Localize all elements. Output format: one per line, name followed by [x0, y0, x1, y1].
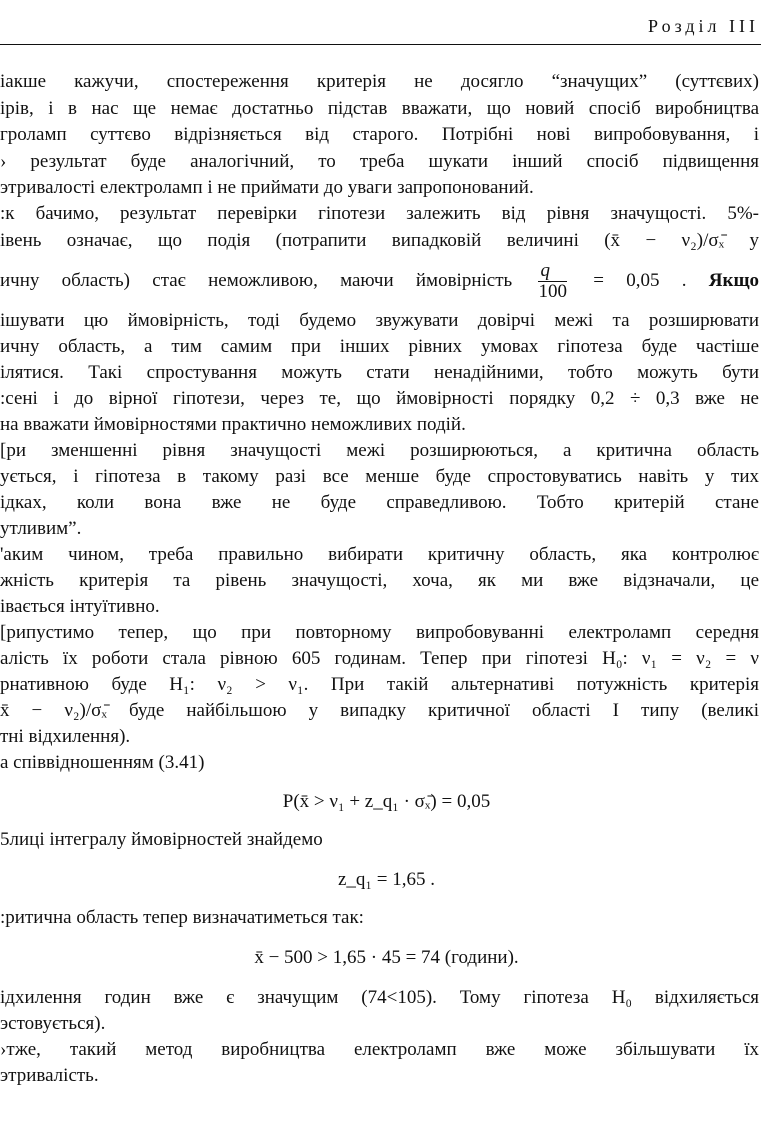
- text-line: жність критерія та рівень значущості, хоча, як ми вже відзначали, це: [0, 570, 759, 591]
- text-line: ичну область, а тим самим при інших рівних умовах гіпотеза буде частіше: [0, 336, 759, 357]
- text-line: гроламп суттєво відрізняється від старого. Потрібні нові випробовування, і: [0, 124, 759, 145]
- text-line: тні відхилення).: [0, 726, 131, 747]
- formula-z-value: z_q₁ = 1,65 .: [337, 869, 436, 890]
- formula-critical-region: x̄ − 500 > 1,65 · 45 = 74 (години).: [254, 947, 519, 968]
- text-line: 5лиці інтегралу ймовірностей знайдемо: [0, 829, 323, 850]
- text-line: іакше кажучи, спостереження критерія не досягло “значущих” (суттєвих): [0, 71, 759, 92]
- text-line: [ри зменшенні рівня значущості межі розширюються, а критична область: [0, 440, 759, 461]
- text-line: эстовується).: [0, 1013, 106, 1034]
- text-line: 'аким чином, треба правильно вибирати критичну область, яка контролює: [0, 544, 759, 565]
- text-line: x̄ − ν₂)/σₓ̄ буде найбільшою у випадку критичної області I типу (великі: [0, 700, 759, 721]
- formula-probability: P(x̄ > ν₁ + z_q₁ · σₓ̄) = 0,05: [282, 791, 491, 812]
- text-line: рнативною буде H₁: ν₂ > ν₁. При такій альтернативі потужність критерія: [0, 674, 759, 695]
- text-line: этривалість.: [0, 1065, 99, 1086]
- text-line: алість їх роботи стала рівною 605 годинам. Тепер при гіпотезі H₀: ν₁ = ν₂ = ν: [0, 648, 759, 669]
- header-divider: [0, 44, 761, 45]
- text-line: ішувати цю ймовірність, тоді будемо звужувати довірчі межі та розширювати: [0, 310, 759, 331]
- text-line: [рипустимо тепер, що при повторному випробовуванні електроламп середня: [0, 622, 759, 643]
- text-line: ідках, коли вона вже не буде справедливою. Тобто критерій стане: [0, 492, 759, 513]
- fraction-denominator: 100: [538, 281, 567, 303]
- fraction-line-after: = 0,05 .: [593, 270, 687, 291]
- text-line: утливим”.: [0, 518, 82, 539]
- page-header-title: Розділ ІІІ: [648, 16, 759, 36]
- text-line: › результат буде аналогічний, то треба шукати інший спосіб підвищення: [0, 151, 759, 172]
- text-line: ›тже, такий метод виробництва електроламп вже може збільшувати їх: [0, 1039, 759, 1060]
- text-line: ується, і гіпотеза в такому разі все менше буде спростовуватись навіть у тих: [0, 466, 759, 487]
- probability-fraction: [538, 261, 567, 302]
- fraction-numerator: q: [538, 261, 567, 282]
- fraction-line-before: ичну область) стає неможливою, маючи ймовірність: [0, 270, 513, 291]
- text-line: івень означає, що подія (потрапити випадковій величині (x̄ − ν₂)/σₓ̄ у: [0, 230, 759, 251]
- text-line: ірів, і в нас ще немає достатньо підстав вважати, що новий спосіб виробництва: [0, 98, 759, 119]
- text-line: івається інтуїтивно.: [0, 596, 160, 617]
- fraction-line-after-bold: Якщо: [708, 270, 759, 291]
- text-line: ідхилення годин вже є значущим (74<105). Тому гіпотеза H₀ відхиляється: [0, 987, 759, 1008]
- text-line: :к бачимо, результат перевірки гіпотези залежить від рівня значущості. 5%-: [0, 203, 759, 224]
- text-line: ілятися. Такі спростування можуть стати ненадійними, тобто можуть бути: [0, 362, 759, 383]
- text-line: :сені і до вірної гіпотези, через те, що ймовірності порядку 0,2 ÷ 0,3 вже не: [0, 388, 759, 409]
- text-line: этривалості електроламп і не приймати до уваги запропонований.: [0, 177, 534, 198]
- text-line: на вважати ймовірностями практично неможливих подій.: [0, 414, 466, 435]
- text-line: а співвідношенням (3.41): [0, 752, 205, 773]
- text-line-with-fraction: [0, 256, 759, 306]
- text-line: :ритична область тепер визначатиметься так:: [0, 907, 364, 928]
